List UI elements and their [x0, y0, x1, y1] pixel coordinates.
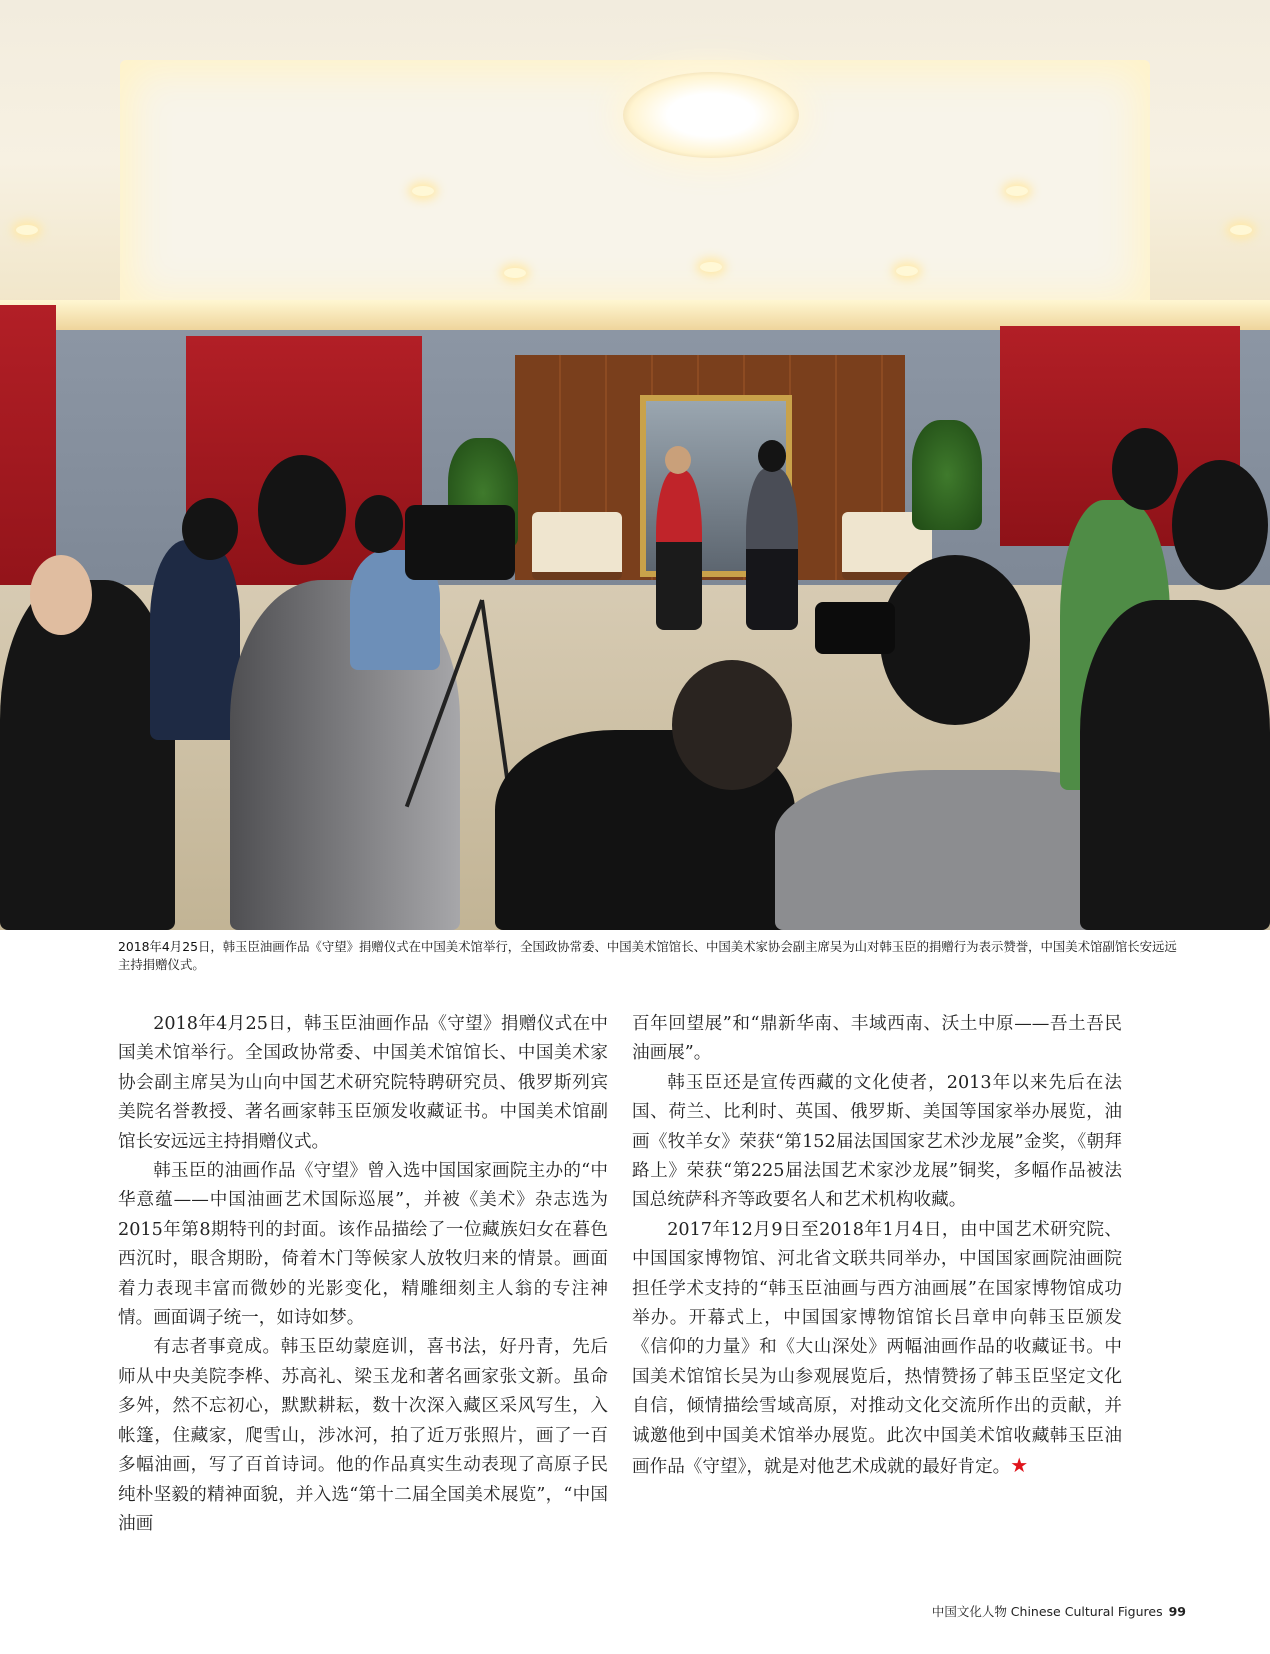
spotlight-icon [1006, 186, 1028, 196]
person-head [665, 446, 691, 474]
person-figure [150, 540, 240, 740]
article-column-left [118, 1010, 608, 1539]
person-head [758, 440, 786, 472]
article-paragraph: 韩玉臣的油画作品《守望》曾入选中国国家画院主办的“中华意蕴——中国油画艺术国际巡展”，并被《美术》杂志选为2015年第8期特刊的封面。该作品描绘了一位藏族妇女在暮色西沉时，眼含期盼，倚着木门等候家人放牧归来的情景。画面着力表现丰富而微妙的光影变化，精雕细刻主人翁的专注神情。画面调子统一，如诗如梦。 [118, 1161, 608, 1329]
article-paragraph-continued: 百年回望展”和“鼎新华南、丰域西南、沃土中原——吾土吾民油画展”。 [632, 1014, 1122, 1064]
article-paragraph [632, 1216, 1122, 1483]
person-head [258, 455, 346, 565]
person-head [1112, 428, 1178, 510]
armchair [532, 512, 622, 580]
person-head [30, 555, 92, 635]
person-head [880, 555, 1030, 725]
photo-caption: 2018年4月25日，韩玉臣油画作品《守望》捐赠仪式在中国美术馆举行，全国政协常委、中国美术馆馆长、中国美术家协会副主席吴为山对韩玉臣的捐赠行为表示赞誉，中国美术馆副馆长安远远主持捐赠仪式。 [118, 939, 1177, 972]
article-paragraph: 2018年4月25日，韩玉臣油画作品《守望》捐赠仪式在中国美术馆举行。全国政协常委、中国美术馆馆长、中国美术家协会副主席吴为山向中国艺术研究院特聘研究员、俄罗斯列宾美院名誉教授、著名画家韩玉臣颁发收藏证书。中国美术馆副馆长安远远主持捐赠仪式。 [118, 1014, 608, 1152]
end-star-icon: ★ [1010, 1453, 1029, 1478]
person-figure [746, 468, 798, 630]
video-camera-icon [405, 505, 515, 580]
page-number: 99 [1168, 1604, 1186, 1619]
person-head [672, 660, 792, 790]
spotlight-icon [896, 266, 918, 276]
person-figure [0, 580, 175, 930]
ceiling-lamp-icon [623, 72, 799, 158]
page-footer [900, 1602, 1186, 1620]
article-paragraph: 韩玉臣还是宣传西藏的文化使者，2013年以来先后在法国、荷兰、比利时、英国、俄罗斯、美国等国家举办展览，油画《牧羊女》荣获“第152届法国国家艺术沙龙展”金奖，《朝拜路上》荣获“第225届法国艺术家沙龙展”铜奖，多幅作品被法国总统萨科齐等政要名人和艺术机构收藏。 [632, 1072, 1122, 1211]
potted-plant [912, 420, 982, 530]
person-head [182, 498, 238, 560]
camera-icon [815, 602, 895, 654]
article-paragraph: 有志者事竟成。韩玉臣幼蒙庭训，喜书法，好丹青，先后师从中央美院李桦、苏高礼、梁玉龙和著名画家张文新。虽命多舛，然不忘初心，默默耕耘，数十次深入藏区采风写生，入帐篷，住藏家，爬雪山，涉冰河，拍了近万张照片，画了一百多幅油画，写了百首诗词。他的作品真实生动表现了高原子民纯朴坚毅的精神面貌，并入选“第十二届全国美术展览”，“中国油画 [118, 1337, 608, 1534]
spotlight-icon [504, 268, 526, 278]
person-head [355, 495, 403, 553]
article-column-right [632, 1010, 1122, 1483]
spotlight-icon [16, 225, 38, 235]
article-paragraph-text: 2017年12月9日至2018年1月4日，由中国艺术研究院、中国国家博物馆、河北省文联共同举办，中国国家画院油画院担任学术支持的“韩玉臣油画与西方油画展”在国家博物馆成功举办。开幕式上，中国国家博物馆馆长吕章申向韩玉臣颁发《信仰的力量》和《大山深处》两幅油画作品的收藏证书。中国美术馆馆长吴为山参观展览后，热情赞扬了韩玉臣坚定文化自信，倾情描绘雪域高原，对推动文化交流所作出的贡献，并诚邀他到中国美术馆举办展览。此次中国美术馆收藏韩玉臣油画作品《守望》，就是对他艺术成就的最好肯定。 [632, 1219, 1122, 1478]
person-head [1172, 460, 1268, 590]
spotlight-icon [700, 262, 722, 272]
spotlight-icon [1230, 225, 1252, 235]
magazine-name: 中国文化人物 Chinese Cultural Figures [931, 1604, 1163, 1619]
person-figure [1080, 600, 1270, 930]
spotlight-icon [412, 186, 434, 196]
person-figure [656, 470, 702, 630]
